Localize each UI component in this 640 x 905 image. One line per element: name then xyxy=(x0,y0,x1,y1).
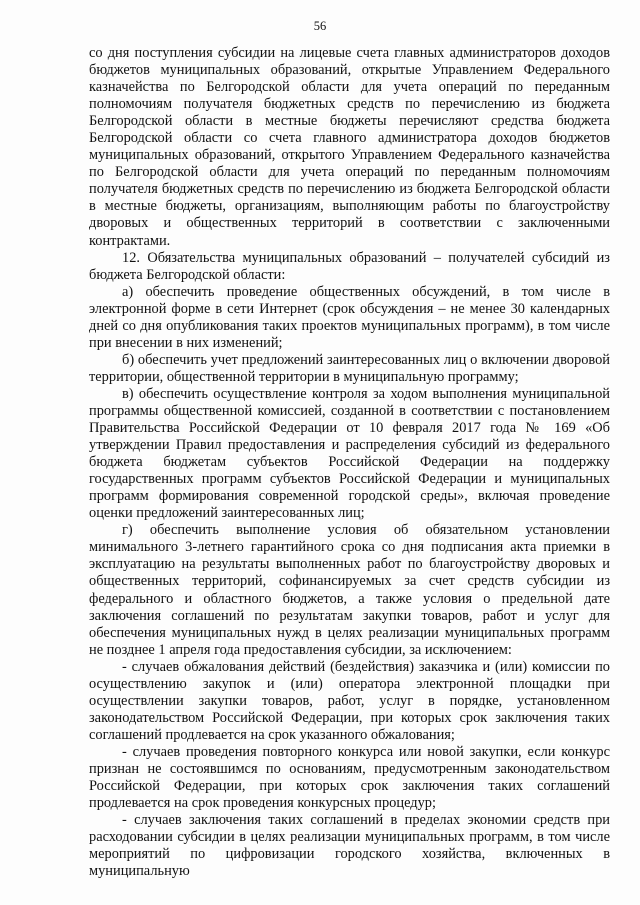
paragraph: 12. Обязательства муниципальных образований – получателей субсидий из бюджета Белгородской области: xyxy=(89,249,610,283)
paragraph: - случаев проведения повторного конкурса или новой закупки, если конкурс признан не состоявшимся по основаниям, предусмотренным законодательством Российской Федерации, при которых срок заключения таких соглашений продлевается на срок проведения конкурсных процедур; xyxy=(89,743,610,812)
document-body xyxy=(89,45,610,880)
page-number: 56 xyxy=(313,19,327,33)
paragraph: - случаев заключения таких соглашений в пределах экономии средств при расходовании субсидии в целях реализации муниципальных программ, в том числе мероприятий по цифровизации городского хозяйства, включенных в муниципальную xyxy=(89,812,610,880)
paragraph: в) обеспечить осуществление контроля за ходом выполнения муниципальной программы общественной комиссией, созданной в соответствии с постановлением Правительства Российской Федерации от 10 февраля 2017 года № 169 «Об утверждении Правил предоставления и распределения субсидий из федерального бюджета бюджетам субъектов Российской Федерации на поддержку государственных программ субъектов Российской Федерации и муниципальных программ формирования современной городской среды», включая проведение оценки предложений заинтересованных лиц; xyxy=(89,385,610,522)
paragraph: г) обеспечить выполнение условия об обязательном установлении минимального 3-летнего гарантийного срока со дня подписания акта приемки в эксплуатацию на результаты выполненных работ по благоустройству дворовых и общественных территорий, софинансируемых за счет средств субсидии из федерального и областного бюджетов, а также условия о предельной дате заключения соглашений по результатам закупки товаров, работ и услуг для обеспечения муниципальных нужд в целях реализации муниципальных программ не позднее 1 апреля года предоставления субсидии, за исключением: xyxy=(89,522,610,658)
paragraph: а) обеспечить проведение общественных обсуждений, в том числе в электронной форме в сети Интернет (срок обсуждения – не менее 30 календарных дней со дня опубликования таких проектов муниципальных программ), в том числе при внесении в них изменений; xyxy=(89,283,610,351)
paragraph: со дня поступления субсидии на лицевые счета главных администраторов доходов бюджетов муниципальных образований, открытые Управлением Федерального казначейства по Белгородской области для учета операций по переданным полномочиям получателя бюджетных средств по перечислению из бюджета Белгородской области в местные бюджеты перечисляют средства бюджета Белгородской области со счета главного администратора доходов бюджетов муниципальных образований, открытого Управлением Федерального казначейства по Белгородской области для учета операций по переданным полномочиям получателя бюджетных средств по перечислению из бюджета Белгородской области в местные бюджеты, организациям, выполняющим работы по благоустройству дворовых и общественных территорий в соответствии с заключенными контрактами. xyxy=(89,45,610,249)
paragraph: - случаев обжалования действий (бездействия) заказчика и (или) комиссии по осуществлению закупок и (или) оператора электронной площадки при осуществлении закупки товаров, работ, услуг в порядке, установленном законодательством Российской Федерации, при которых срок заключения таких соглашений продлевается на срок указанного обжалования; xyxy=(89,658,610,743)
paragraph: б) обеспечить учет предложений заинтересованных лиц о включении дворовой территории, общественной территории в муниципальную программу; xyxy=(89,351,610,385)
